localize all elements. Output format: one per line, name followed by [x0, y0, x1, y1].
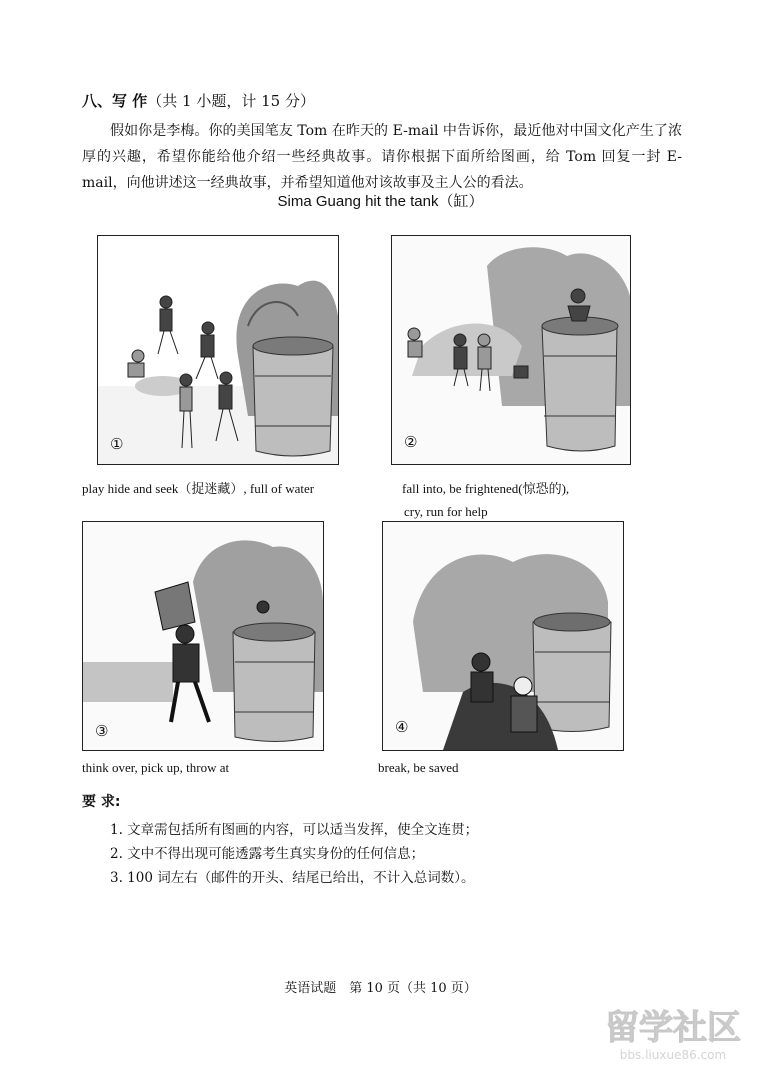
- watermark-graphic: [593, 1003, 753, 1065]
- panel-2-illustration: [392, 236, 630, 464]
- panel-1-illustration: [98, 236, 338, 464]
- section-heading: [82, 90, 315, 111]
- section-heading-title: 八、写 作: [82, 92, 148, 110]
- svg-text:留学社区: 留学社区: [605, 1008, 741, 1048]
- panel-1-caption: play hide and seek（捉迷藏）, full of water: [82, 481, 315, 496]
- panel-4-illustration: [383, 522, 623, 750]
- task-instructions: 假如你是李梅。你的美国笔友 Tom 在昨天的 E-mail 中告诉你，最近他对中国文化产生了浓厚的兴趣，希望你能给他介绍一些经典故事。请你根据下面所给图画，给 Tom 回复一封 E-mail，向他讲述这一经典故事，并希望知道他对该故事及主人公的看法。: [82, 123, 682, 191]
- comic-panel-2: [391, 235, 631, 465]
- panel-2-caption-line-1: fall into, be frightened(惊恐的),: [402, 481, 570, 496]
- page-footer: 英语试题 第 10 页（共 10 页）: [284, 981, 477, 996]
- story-title: Sima Guang hit the tank（缸）: [277, 193, 484, 210]
- panel-3-number: ③: [95, 722, 109, 740]
- svg-text:bbs.liuxue86.com: bbs.liuxue86.com: [619, 1048, 727, 1062]
- requirement-item-3: 3. 100 词左右（邮件的开头、结尾已给出，不计入总词数）。: [110, 870, 475, 886]
- requirements-title: 要 求:: [82, 794, 121, 810]
- panel-1-number: ①: [110, 435, 124, 453]
- comic-panel-3: [82, 521, 324, 751]
- requirement-item-1: 1. 文章需包括所有图画的内容，可以适当发挥，使全文连贯；: [110, 822, 479, 838]
- panel-3-illustration: [83, 522, 323, 750]
- section-heading-note: （共 1 小题，计 15 分）: [147, 92, 315, 110]
- requirement-item-2: 2. 文中不得出现可能透露考生真实身份的任何信息；: [110, 846, 425, 862]
- site-watermark-logo: [593, 1003, 753, 1065]
- comic-panel-4: [382, 521, 624, 751]
- panel-4-number: ④: [395, 718, 409, 736]
- panel-2-number: ②: [404, 433, 418, 451]
- panel-4-caption: break, be saved: [378, 760, 459, 775]
- panel-2-caption-line-2: cry, run for help: [404, 504, 488, 519]
- panel-3-caption: think over, pick up, throw at: [82, 760, 230, 775]
- comic-panel-1: [97, 235, 339, 465]
